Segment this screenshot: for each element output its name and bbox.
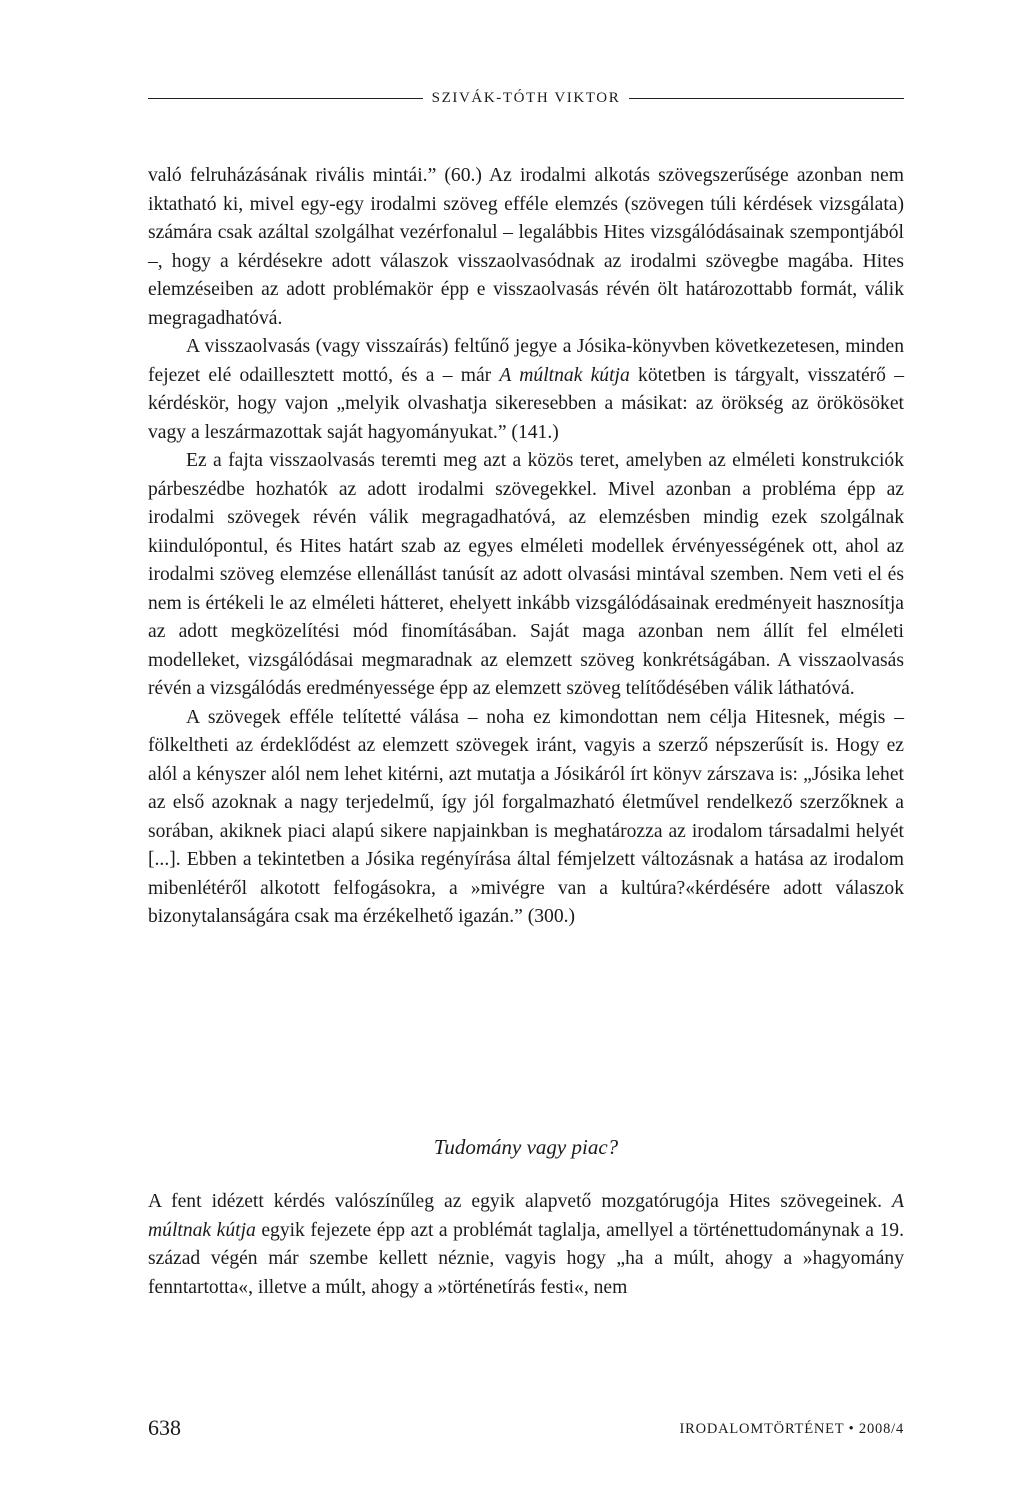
running-header (148, 88, 904, 108)
paragraph-text: Ez a fajta visszaolvasás teremti meg azt a közös teret, amelyben az elméleti konstrukciók párbeszédbe hozhatók az adott irodalmi szövegekkel. Mivel azonban a probléma épp az irodalmi szövegek révén válik megragadhatóvá, az elemzésben mindig ezek szolgálnak kiindulópontul, és Hites határt szab az egyes elméleti modellek érvényességének ott, ahol az irodalmi szöveg elemzése ellenállást tanúsít az adott olvasási mintával szemben. Nem veti el és nem is értékeli le az elméleti hátteret, ehelyett inkább vizsgálódásainak eredményeit hasznosítja az adott megközelítési mód finomításában. Saját maga azonban nem állít fel elméleti modelleket, vizsgálódásai megmaradnak az elemzett szöveg konkrétságában. A visszaolvasás révén a vizsgálódás eredményessége épp az elemzett szöveg telítődésében válik láthatóvá. (148, 450, 904, 699)
paragraph-text: A visszaolvasás (vagy visszaírás) feltűnő jegye a Jósika-könyvben következetesen, minden fejezet elé odaillesztett mottó, és a – már (148, 336, 904, 386)
book-title-italic: A múltnak kútja (499, 364, 630, 386)
paragraph (148, 333, 904, 447)
paragraph (148, 704, 904, 932)
main-text-block (148, 162, 904, 932)
paragraph-text: A fent idézett kérdés valószínűleg az egyik alapvető mozgatórugója Hites szövegeinek. (148, 1191, 893, 1212)
header-rule-left (148, 98, 423, 99)
page-footer (148, 1413, 904, 1443)
page-number: 638 (148, 1415, 181, 1440)
paragraph-text: egyik fejezete épp azt a problémát taglalja, amellyel a történettudománynak a 19. század végén már szembe kellett néznie, vagyis hogy „ha a múlt, ahogy a »hagyomány fenntartotta«, illetve a múlt, ahogy a »történetírás festi«, nem (148, 1219, 904, 1298)
running-title: SZIVÁK-TÓTH VIKTOR (431, 90, 621, 106)
section-heading: Tudomány vagy piac? (433, 1135, 619, 1159)
paragraph (148, 162, 904, 333)
paragraph-text: kötetben is tárgyalt, visszatérő – kérdéskör, hogy vajon „melyik olvashatja sikeresebben a másikat: az örökség az örökösöket vagy a leszármazottak saját hagyományukat.” (141.) (148, 364, 904, 443)
journal-issue: IRODALOMTÖRTÉNET • 2008/4 (679, 1421, 904, 1437)
paragraph (148, 447, 904, 704)
paragraph (148, 1188, 904, 1302)
paragraph-text: való felruházásának rivális mintái.” (60.) Az irodalmi alkotás szövegszerűsége azonban nem iktatható ki, mivel egy-egy irodalmi szöveg efféle elemzés (szövegen túli kérdések vizsgálata) számára csak azáltal szolgálhat vezérfonalul – legalábbis Hites vizsgálódásainak szempontjából –, hogy a kérdésekre adott válaszok visszaolvasódnak az irodalmi szövegbe magába. Hites elemzéseiben az adott problémakör épp e visszaolvasás révén ölt határozottabb formát, válik megragadhatóvá. (148, 165, 904, 329)
book-title-italic: A múltnak kútja (148, 1191, 904, 1241)
section-text-block (148, 1188, 904, 1302)
paragraph-text: A szövegek efféle telítetté válása – noha ez kimondottan nem célja Hitesnek, mégis – fölkeltheti az érdeklődést az elemzett szövegek iránt, vagyis a szerző népszerűsít is. Hogy ez alól a kényszer alól nem lehet kitérni, azt mutatja a Jósikáról írt könyv zárszava is: „Jósika lehet az első azoknak a nagy terjedelmű, így jól forgalmazható életművel rendelkező szerzőknek a sorában, akiknek piaci alapú sikere napjainkban is meghatározza az irodalom társadalmi helyét [...]. Ebben a tekintetben a Jósika regényírása által fémjelzett változásnak a hatása az irodalom mibenlétéről alkotott felfogásokra, a »mivégre van a kultúra?«kérdésére adott válaszok bizonytalanságára csak ma érzékelhető igazán.” (300.) (148, 706, 904, 927)
header-rule-right (629, 98, 904, 99)
